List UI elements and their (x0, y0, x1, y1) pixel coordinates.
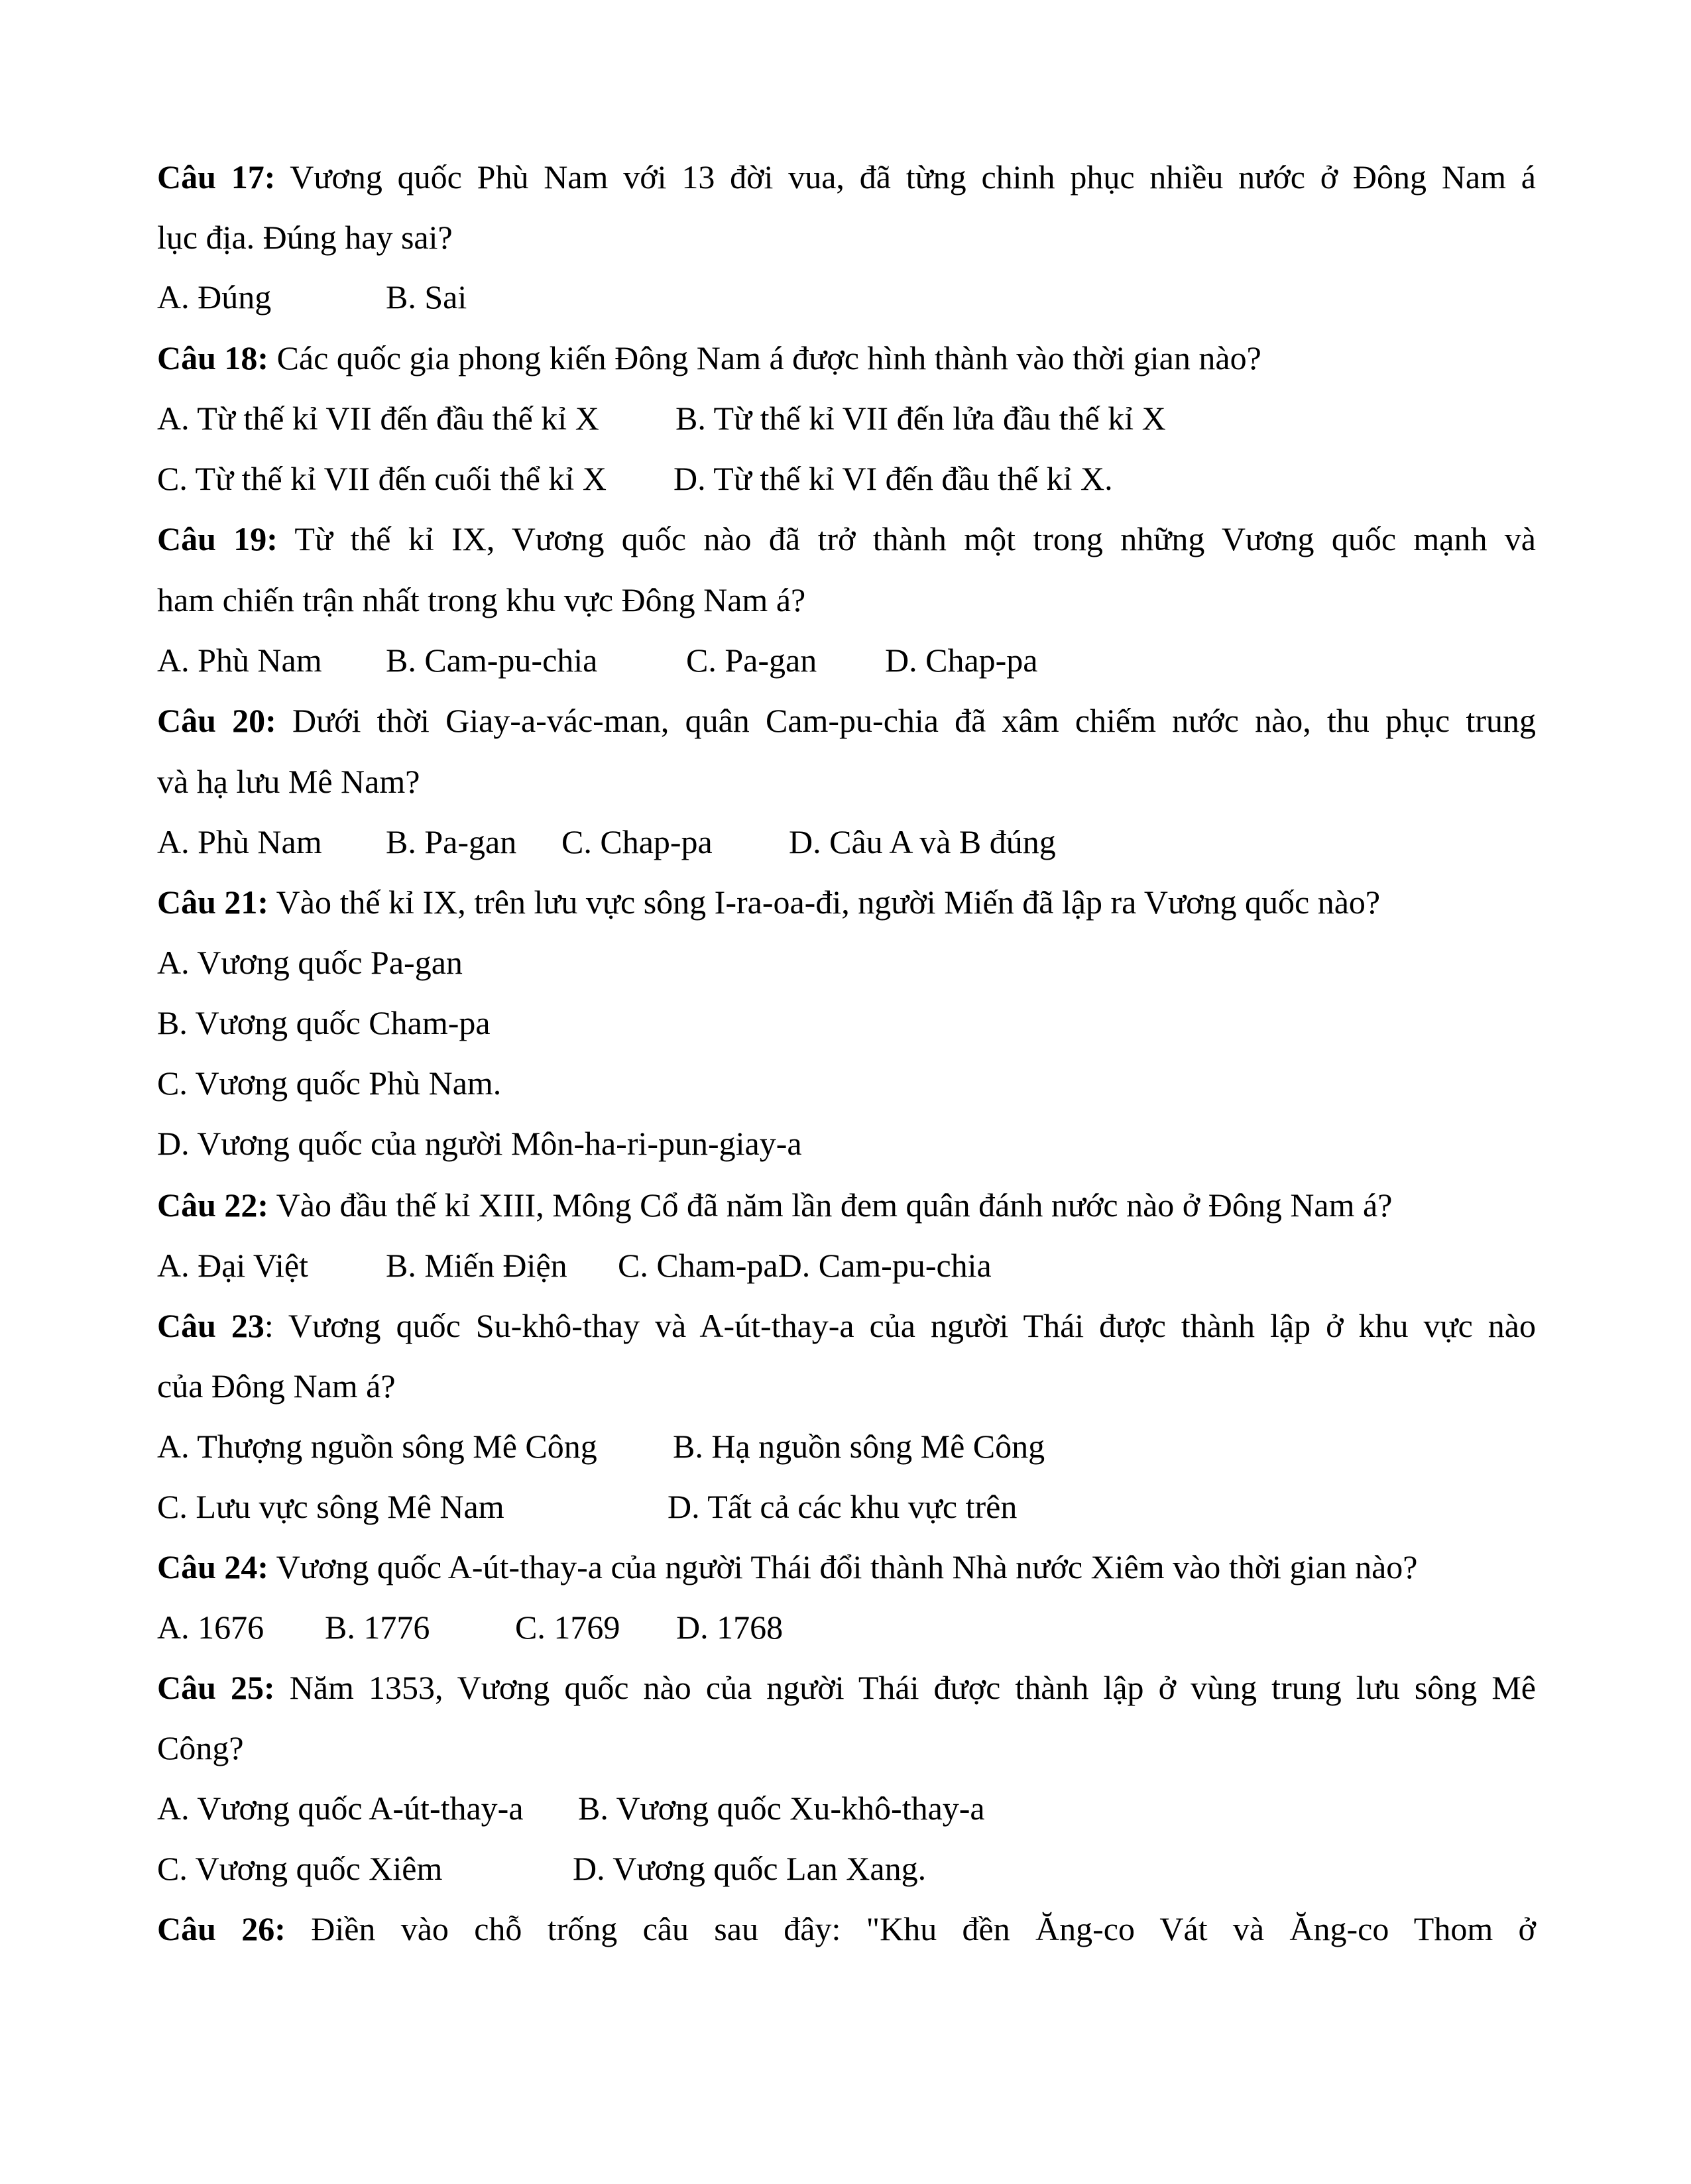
answer-options (157, 1477, 1536, 1536)
question-text: Từ thế kỉ IX, Vương quốc nào đã trở thành một trong những Vương quốc mạnh và (277, 520, 1537, 557)
option-c-d: C. Cham-paD. Cam-pu-chia (618, 1247, 992, 1284)
question-20 (157, 691, 1536, 750)
option-c: C. 1769 (515, 1609, 620, 1646)
option-b: B. Miến Điện (386, 1247, 567, 1284)
answer-options (157, 388, 1536, 448)
answer-options (157, 267, 1536, 327)
question-text: Vương quốc A-út-thay-a của người Thái đổi thành Nhà nước Xiêm vào thời gian nào? (268, 1548, 1418, 1585)
question-text: Các quốc gia phong kiến Đông Nam á được hình thành vào thời gian nào? (268, 339, 1261, 376)
option-a: A. Từ thế kỉ VII đến đầu thế kỉ X (157, 400, 599, 437)
question-text: Vương quốc Phù Nam với 13 đời vua, đã từng chinh phục nhiều nước ở Đông Nam á (275, 158, 1536, 196)
question-25-continued (157, 1718, 1536, 1778)
question-number: Câu 26: (157, 1910, 286, 1947)
option-d: D. 1768 (676, 1609, 784, 1646)
option-b: B. Pa-gan (386, 823, 517, 860)
option-c: C. Chap-pa (561, 823, 713, 860)
question-19-continued (157, 570, 1536, 630)
option-c: C. Vương quốc Xiêm (157, 1850, 443, 1887)
question-text: của Đông Nam á? (157, 1367, 396, 1405)
option-a: A. Vương quốc Pa-gan (157, 944, 463, 981)
question-text: : Vương quốc Su-khô-thay và A-út-thay-a của người Thái được thành lập ở khu vực nào (264, 1307, 1536, 1344)
option-b: B. Sai (386, 278, 467, 316)
question-17 (157, 147, 1536, 207)
option-a: A. Thượng nguồn sông Mê Công (157, 1428, 597, 1465)
option-a: A. Đại Việt (157, 1247, 308, 1284)
question-26 (157, 1899, 1536, 1959)
answer-options (157, 1597, 1536, 1657)
option-c: C. Từ thế kỉ VII đến cuối thể kỉ X (157, 460, 607, 497)
question-text: ham chiến trận nhất trong khu vực Đông Nam á? (157, 581, 806, 618)
question-number: Câu 19: (157, 520, 278, 557)
question-23 (157, 1296, 1536, 1355)
option-a: A. Phù Nam (157, 823, 322, 860)
option-d: D. Từ thế kỉ VI đến đầu thế kỉ X. (673, 460, 1113, 497)
question-text: lục địa. Đúng hay sai? (157, 219, 453, 256)
answer-options (157, 1778, 1536, 1838)
question-19 (157, 509, 1536, 569)
option-b: B. Cam-pu-chia (386, 642, 598, 679)
option-c: C. Lưu vực sông Mê Nam (157, 1488, 504, 1525)
option-b: B. Hạ nguồn sông Mê Công (673, 1428, 1045, 1465)
question-25 (157, 1658, 1536, 1717)
option-d: D. Câu A và B đúng (789, 823, 1056, 860)
question-number: Câu 24: (157, 1548, 269, 1585)
option-b: B. 1776 (325, 1609, 430, 1646)
option-a: A. Đúng (157, 278, 272, 316)
question-24 (157, 1537, 1536, 1597)
question-23-continued (157, 1356, 1536, 1416)
question-22 (157, 1175, 1536, 1235)
question-text: Công? (157, 1729, 244, 1766)
question-21 (157, 872, 1536, 932)
option-d: D. Tất cả các khu vực trên (668, 1488, 1018, 1525)
option-b: B. Vương quốc Cham-pa (157, 1004, 491, 1041)
answer-options (157, 449, 1536, 508)
option-a: A. 1676 (157, 1609, 264, 1646)
question-text: Năm 1353, Vương quốc nào của người Thái được thành lập ở vùng trung lưu sông Mê (274, 1669, 1537, 1706)
option-a: A. Vương quốc A-út-thay-a (157, 1790, 524, 1827)
question-number: Câu 21: (157, 884, 269, 921)
question-text: và hạ lưu Mê Nam? (157, 763, 420, 800)
answer-options (157, 1236, 1536, 1295)
question-text: Vào thế kỉ IX, trên lưu vực sông I-ra-oa-đi, người Miến đã lập ra Vương quốc nào? (268, 884, 1381, 921)
answer-options (157, 1416, 1536, 1476)
option-d: D. Vương quốc Lan Xang. (573, 1850, 927, 1887)
question-17-continued (157, 207, 1536, 267)
option-c: C. Vương quốc Phù Nam. (157, 1064, 502, 1102)
question-text: Điền vào chỗ trống câu sau đây: "Khu đền Ăng-co Vát và Ăng-co Thom ở (285, 1910, 1536, 1947)
question-number: Câu 23 (157, 1307, 264, 1344)
question-number: Câu 25: (157, 1669, 275, 1706)
question-number: Câu 17: (157, 158, 276, 196)
answer-options (157, 1839, 1536, 1898)
answer-options (157, 630, 1536, 690)
question-text: Vào đầu thế kỉ XIII, Mông Cổ đã năm lần đem quân đánh nước nào ở Đông Nam á? (268, 1186, 1393, 1224)
answer-options (157, 812, 1536, 872)
option-a: A. Phù Nam (157, 642, 322, 679)
option-c: C. Pa-gan (686, 642, 817, 679)
option-d: D. Vương quốc của người Môn-ha-ri-pun-giay-a (157, 1125, 802, 1162)
option-d: D. Chap-pa (885, 642, 1038, 679)
question-number: Câu 20: (157, 702, 276, 739)
question-18 (157, 328, 1536, 388)
question-20-continued (157, 752, 1536, 811)
question-number: Câu 18: (157, 339, 269, 376)
question-text: Dưới thời Giay-a-vác-man, quân Cam-pu-chia đã xâm chiếm nước nào, thu phục trung (276, 702, 1536, 739)
option-b: B. Vương quốc Xu-khô-thay-a (578, 1790, 985, 1827)
question-number: Câu 22: (157, 1186, 269, 1224)
option-b: B. Từ thế kỉ VII đến lửa đầu thế kỉ X (675, 400, 1166, 437)
